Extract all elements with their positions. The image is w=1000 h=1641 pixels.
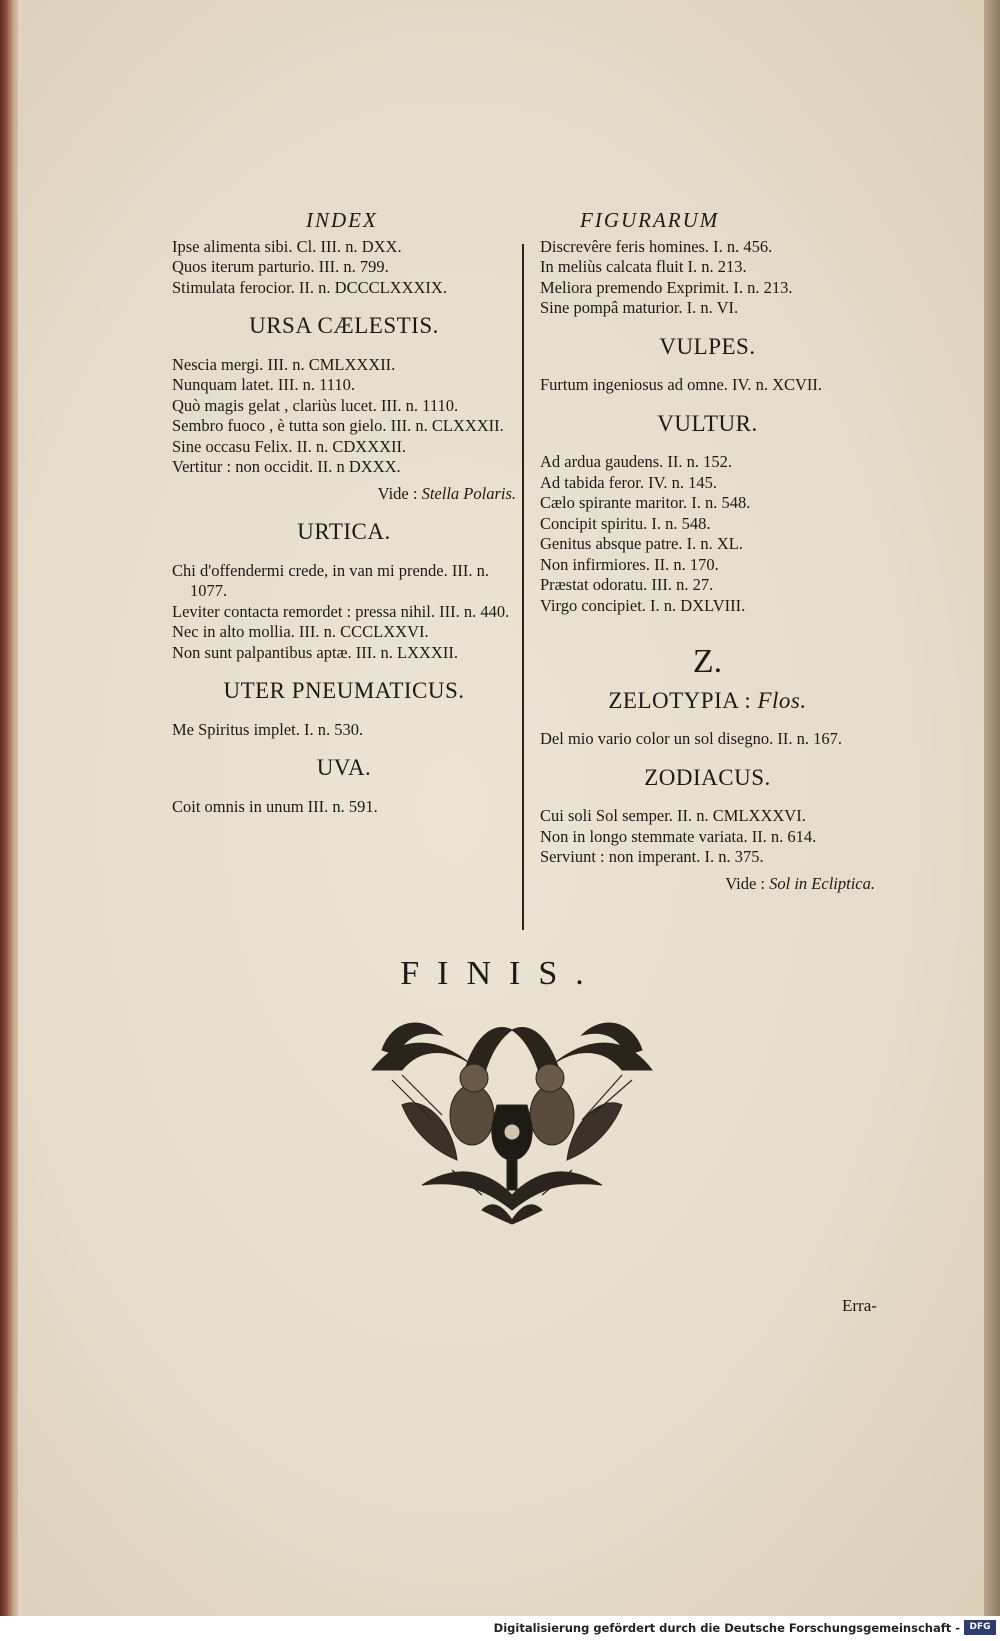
section-heading-uter: UTER PNEUMATICUS. (223, 678, 465, 703)
index-entry: Del mio vario color un sol disegno. II. n. 167. (540, 729, 842, 748)
digitization-credit: Digitalisierung gefördert durch die Deutsche Forschungsgemeinschaft - (493, 1621, 960, 1635)
index-entry: Quos iterum parturio. III. n. 799. (172, 257, 389, 276)
index-entry: Nescia mergi. III. n. CMLXXXII. (172, 354, 396, 374)
index-entry: Nunquam latet. III. n. 1110. (172, 375, 355, 394)
index-entry: Serviunt : non imperant. I. n. 375. (540, 847, 764, 866)
index-entry: Virgo concipiet. I. n. DXLVIII. (540, 595, 746, 615)
running-head-right: FIGURARUM (580, 208, 720, 232)
index-entry: Quò magis gelat , clariùs lucet. III. n. 1110. (172, 395, 459, 415)
index-entry: Ad tabida feror. IV. n. 145. (540, 472, 718, 492)
section-heading-urtica: URTICA. (297, 519, 391, 544)
column-divider (522, 244, 524, 930)
section-heading-ursa: URSA CÆLESTIS. (249, 313, 439, 338)
section-heading-vultur: VULTUR. (657, 410, 758, 436)
section-heading-vulpes: VULPES. (659, 333, 756, 359)
heading-text: ZELOTYPIA : (608, 687, 752, 713)
section-heading-zelotypia (540, 687, 875, 713)
footer-bar (0, 1616, 1000, 1641)
vide-label: Vide : (725, 873, 766, 893)
index-entry: Furtum ingeniosus ad omne. IV. n. XCVII. (540, 375, 823, 394)
index-entry: Vertitur : non occidit. II. n DXXX. (172, 457, 401, 476)
finis-title: FINIS. (400, 955, 602, 992)
index-entry: Leviter contacta remordet : pressa nihil. III. n. 440. (172, 601, 510, 621)
cross-reference (540, 874, 875, 895)
index-entry: Præstat odoratu. III. n. 27. (540, 575, 714, 594)
index-entry: Nec in alto mollia. III. n. CCCLXXVI. (172, 622, 429, 641)
section-heading-uva: UVA. (316, 755, 372, 780)
vide-ref: Sol in Ecliptica. (769, 873, 875, 893)
index-entry: Cælo spirante maritor. I. n. 548. (540, 493, 751, 512)
index-entry: Ad ardua gaudens. II. n. 152. (540, 452, 732, 471)
index-entry: Coit omnis in unum III. n. 591. (172, 796, 378, 816)
index-entry: Me Spiritus implet. I. n. 530. (172, 719, 364, 739)
ornament-tailpiece-icon (362, 1010, 662, 1226)
index-entry: Discrevêre feris homines. I. n. 456. (540, 236, 773, 256)
heading-italic: Flos. (757, 687, 807, 713)
catchword: Erra- (842, 1296, 877, 1315)
vide-ref: Stella Polaris. (421, 483, 516, 503)
index-entry: Non sunt palpantibus aptæ. III. n. LXXXII. (172, 642, 458, 662)
index-entry: Sembro fuoco , è tutta son gielo. III. n. CLXXXII. (172, 416, 504, 435)
letter-heading: Z. (692, 643, 723, 680)
index-entry: Sine occasu Felix. II. n. CDXXXII. (172, 436, 407, 456)
index-entry: In meliùs calcata fluit I. n. 213. (540, 257, 747, 276)
index-entry: Sine pompâ maturior. I. n. VI. (540, 298, 739, 317)
index-entry: Concipit spiritu. I. n. 548. (540, 513, 711, 533)
left-column (172, 210, 516, 817)
index-entry: Non infirmiores. II. n. 170. (540, 554, 719, 574)
index-entry: Cui soli Sol semper. II. n. CMLXXXVI. (540, 806, 806, 825)
cross-reference (172, 484, 516, 505)
index-entry: Ipse alimenta sibi. Cl. III. n. DXX. (172, 236, 402, 256)
running-head-left: INDEX (306, 208, 378, 232)
index-entry: Genitus absque patre. I. n. XL. (540, 534, 743, 553)
right-column (540, 210, 875, 894)
dfg-logo-icon: DFG (964, 1620, 996, 1635)
index-entry: Meliora premendo Exprimit. I. n. 213. (540, 277, 793, 297)
index-entry: Stimulata ferocior. II. n. DCCCLXXXIX. (172, 277, 447, 297)
index-entry: Non in longo stemmate variata. II. n. 614. (540, 826, 817, 846)
section-heading-zodiacus: ZODIACUS. (644, 764, 771, 790)
vide-label: Vide : (377, 483, 418, 503)
index-entry: Chi d'offendermi crede, in van mi prende. III. n. 1077. (172, 560, 489, 600)
